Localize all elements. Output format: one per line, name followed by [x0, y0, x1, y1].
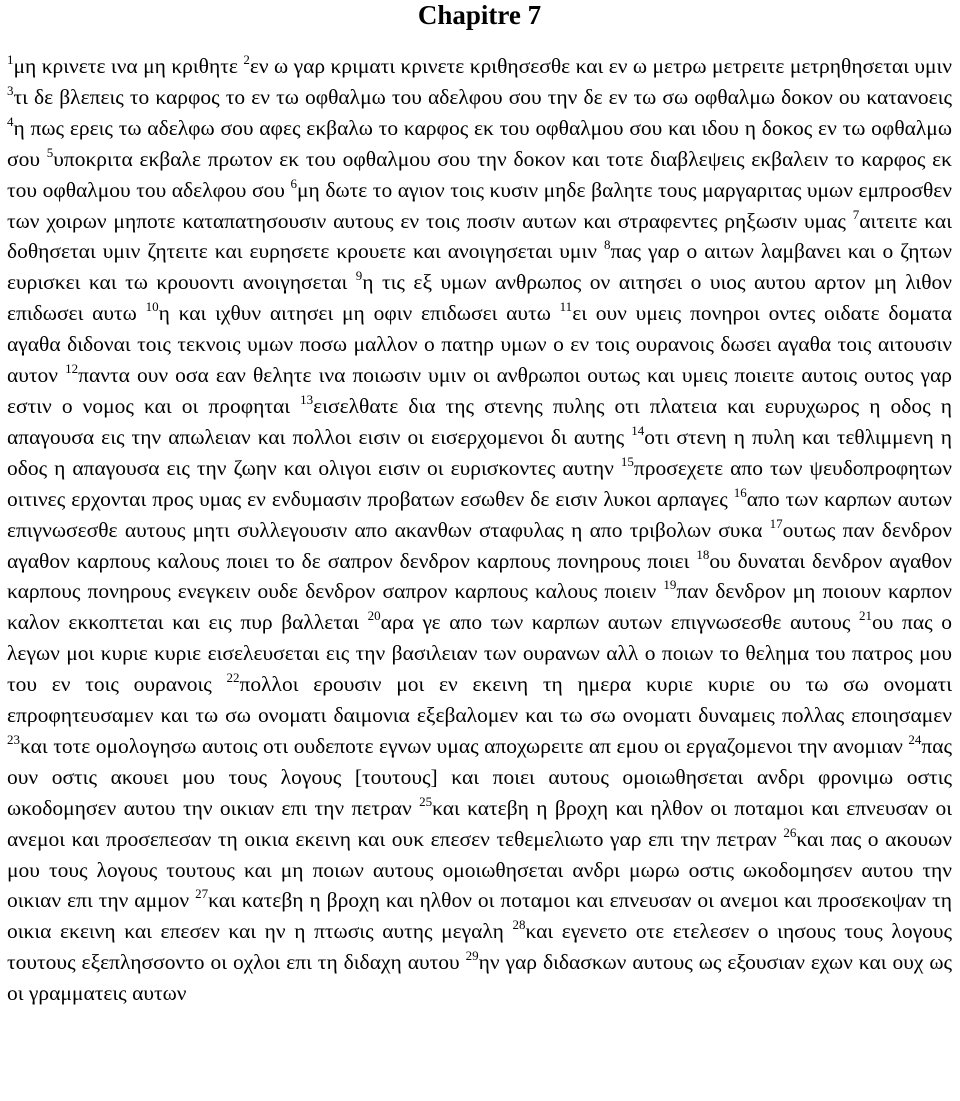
verse-text: και κατεβη η βροχη και ηλθον οι ποταμοι και επνευσαν οι ανεμοι και προσεπεσαν τη οικια εκεινη και ουκ επεσεν τεθεμελιωτο γαρ επι την πετραν	[7, 795, 952, 851]
verse-number: 5	[46, 144, 54, 160]
verse-text: ου δυναται δενδρον αγαθον καρπους πονηρους ενεγκειν ουδε δενδρον σαπρον καρπους καλους ποιειν	[7, 548, 952, 604]
verse-text: και πας ο ακουων μου τους λογους τουτους και μη ποιων αυτους ομοιωθησεται ανδρι μωρω οστις ωκοδομησεν αυτου την οικιαν επι την αμμον	[7, 826, 952, 913]
verse-number: 12	[65, 361, 79, 377]
verse-number: 27	[195, 886, 209, 902]
verse-text: η τις εξ υμων ανθρωπος ον αιτησει ο υιος αυτου αρτον μη λιθον επιδωσει αυτω	[7, 270, 952, 326]
verse-number: 19	[663, 577, 677, 593]
verse-text: εισελθατε δια της στενης πυλης οτι πλατεια και ευρυχωρος η οδος η απαγουσα εις την απωλειαν και πολλοι εισιν οι εισερχομενοι δι αυτης	[7, 393, 952, 449]
verse-number: 28	[512, 917, 526, 933]
verse-text: παν δενδρον μη ποιουν καρπον καλον εκκοπτεται και εις πυρ βαλλεται	[7, 579, 953, 635]
verse-number: 29	[465, 948, 479, 964]
verse-text: πας ουν οστις ακουει μου τους λογους [τουτους] και ποιει αυτους ομοιωθησεται ανδρι φρονιμω οστις ωκοδομησεν αυτου την οικιαν επι την πετραν	[7, 733, 952, 820]
verse-text: η και ιχθυν αιτησει μη οφιν επιδωσει αυτω	[158, 301, 560, 326]
verse-number: 23	[7, 731, 20, 747]
verse-number: 17	[769, 515, 783, 531]
verse-number: 1	[7, 52, 14, 67]
verse-number: 18	[696, 546, 710, 562]
verse-number: 20	[367, 608, 381, 624]
verse-text: μη δωτε το αγιον τοις κυσιν μηδε βαλητε τους μαργαριτας υμων εμπροσθεν των χοιρων μηποτε καταπατησουσιν αυτους εν τοις ποσιν αυτων και στραφεντες ρηξωσιν υμας	[7, 177, 952, 233]
verse-number: 26	[783, 824, 797, 840]
verse-text: πας γαρ ο αιτων λαμβανει και ο ζητων ευρισκει και τω κρουοντι ανοιγησεται	[7, 239, 952, 295]
verse-text: η πως ερεις τω αδελφω σου αφες εκβαλω το καρφος εκ του οφθαλμου σου και ιδου η δοκος εν τω οφθαλμω σου	[7, 115, 952, 171]
verse-number: 24	[908, 731, 922, 747]
verse-number: 8	[603, 237, 611, 253]
verse-number: 2	[243, 52, 250, 67]
verse-number: 4	[7, 113, 14, 129]
verse-number: 9	[355, 268, 363, 284]
verse-text: οτι στενη η πυλη και τεθλιμμενη η οδος η απαγουσα εις την ζωην και ολιγοι εισιν οι ευρισκοντες αυτην	[7, 424, 952, 480]
verse-text: και εγενετο οτε ετελεσεν ο ιησους τους λογους τουτους εξεπλησσοντο οι οχλοι επι τη διδαχη αυτου	[7, 919, 953, 975]
verse-number: 22	[226, 670, 240, 686]
verse-number: 25	[419, 793, 433, 809]
verse-number: 3	[7, 82, 14, 98]
verse-text: και κατεβη η βροχη και ηλθον οι ποταμοι και επνευσαν οι ανεμοι και προσεκοψαν τη οικια εκεινη και επεσεν και ην η πτωσις αυτης μεγαλη	[7, 888, 952, 944]
verse-text: ου πας ο λεγων μοι κυριε κυριε εισελευσεται εις την βασιλειαν των ουρανων αλλ ο ποιων το θελημα του πατρος μου του εν τοις ουρανοις	[7, 610, 953, 697]
verse-text: παντα ουν οσα εαν θελητε ινα ποιωσιν υμιν οι ανθρωποι ουτως και υμεις ποιειτε αυτοις ουτος γαρ εστιν ο νομος και οι προφηται	[7, 363, 952, 418]
verse-text: ουτως παν δενδρον αγαθον καρπους καλους ποιει το δε σαπρον δενδρον καρπους πονηρους ποιει	[7, 517, 952, 573]
verse-number: 7	[852, 206, 860, 222]
verse-text: μη κρινετε ινα μη κριθητε	[13, 54, 244, 78]
verse-number: 13	[300, 391, 314, 407]
verse-text: ει ουν υμεις πονηροι οντες οιδατε δοματα αγαθα διδοναι τοις τεκνοις υμων ποσω μαλλον ο πατηρ υμων ο εν τοις ουρανοις δωσει αγαθα τοις αιτουσιν αυτον	[7, 301, 952, 388]
verse-number: 6	[290, 175, 297, 191]
verse-text: ην γαρ διδασκων αυτους ως εξουσιαν εχων και ουχ ως οι γραμματεις αυτων	[7, 950, 952, 1006]
verse-number: 10	[145, 299, 159, 315]
verse-number: 15	[620, 453, 634, 469]
chapter-body-text	[7, 48, 952, 1009]
verse-text: αιτειτε και δοθησεται υμιν ζητειτε και ευρησετε κρουετε και ανοιγησεται υμιν	[7, 208, 952, 264]
verse-text: πολλοι ερουσιν μοι εν εκεινη τη ημερα κυριε κυριε ου τω σω ονοματι επροφητευσαμεν και τω σω ονοματι δαιμονια εξεβαλομεν και τω σω ονοματι δυναμεις πολλας εποιησαμεν	[7, 672, 952, 728]
verse-text: αρα γε απο των καρπων αυτων επιγνωσεσθε αυτους	[380, 610, 860, 635]
verse-number: 16	[733, 484, 747, 500]
verse-number: 21	[859, 608, 873, 624]
chapter-title: Chapitre 7	[417, 0, 542, 30]
verse-number: 11	[559, 299, 573, 315]
verse-text: υποκριτα εκβαλε πρωτον εκ του οφθαλμου σου την δοκον και τοτε διαβλεψεις εκβαλειν το καρφος εκ του οφθαλμου του αδελφου σου	[7, 146, 952, 202]
verse-text: απο των καρπων αυτων επιγνωσεσθε αυτους μητι συλλεγουσιν απο ακανθων σταφυλας η απο τριβολων συκα	[7, 486, 952, 542]
verse-text: και τοτε ομολογησω αυτοις οτι ουδεποτε εγνων υμας αποχωρειτε απ εμου οι εργαζομενοι την ανομιαν	[20, 733, 909, 758]
verse-text: τι δε βλεπεις το καρφος το εν τω οφθαλμω του αδελφου σου την δε εν τω σω οφθαλμω δοκον ου κατανοεις	[13, 84, 952, 109]
verse-number: 14	[631, 422, 645, 438]
verse-text: προσεχετε απο των ψευδοπροφητων οιτινες ερχονται προς υμας εν ενδυμασιν προβατων εσωθεν δε εισιν λυκοι αρπαγες	[7, 455, 952, 511]
verse-text: εν ω γαρ κριματι κρινετε κριθησεσθε και εν ω μετρω μετρειτε μετρηθησεται υμιν	[249, 54, 952, 78]
